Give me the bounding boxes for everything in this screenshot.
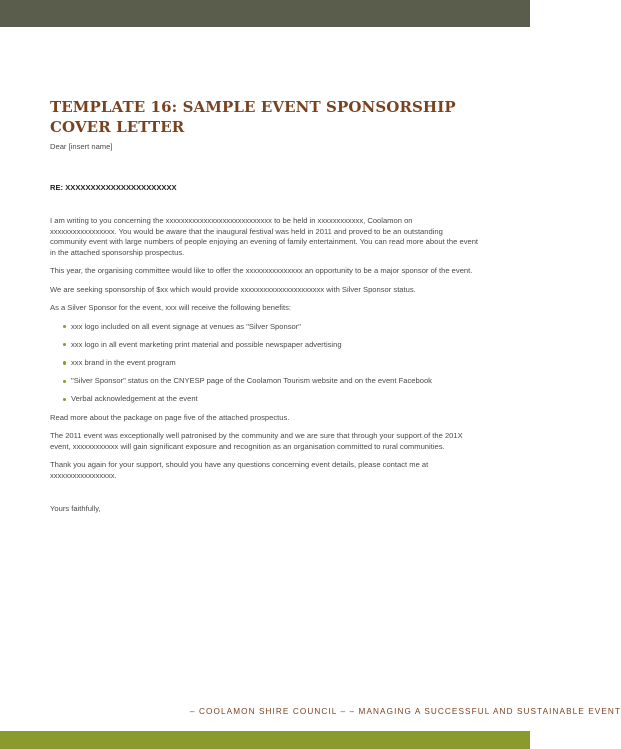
paragraph-offer: This year, the organising committee would like to offer the xxxxxxxxxxxxxxx an opportunity to be a major sponsor of the event. (50, 266, 473, 276)
list-item: Verbal acknowledgement at the event (50, 394, 480, 405)
header-band (0, 0, 530, 27)
benefits-list (50, 322, 480, 405)
paragraph-read-more: Read more about the package on page five of the attached prospectus. (50, 412, 290, 422)
paragraph-intro: I am writing to you concerning the xxxxxxxxxxxxxxxxxxxxxxxxxxxx to be held in xxxxxxxxxxxx, Coolamon on xxxxxxxxxxxxxxxxx. You would be aware that the inaugural festival was held in 2011 and proved to be an outstanding community event with large numbers of people enjoying an evening of family entertainment. You can read more about the event in the attached sponsorship prospectus. (50, 216, 479, 257)
paragraph-patronised: The 2011 event was exceptionally well patronised by the community and we are sure that through your support of the 201X event, xxxxxxxxxxxx will gain significant exposure and recognition as an organisation committed to rural communities. (50, 431, 463, 451)
paragraph-benefits-intro: As a Silver Sponsor for the event, xxx will receive the following benefits: (50, 303, 292, 313)
footer-band (0, 731, 530, 749)
list-item: "Silver Sponsor" status on the CNYESP page of the Coolamon Tourism website and on the event Facebook (50, 376, 480, 387)
list-item: xxx brand in the event program (50, 358, 480, 369)
paragraph-seeking: We are seeking sponsorship of $xx which would provide xxxxxxxxxxxxxxxxxxxxxx with Silver Sponsor status. (50, 284, 416, 294)
re-line: RE: XXXXXXXXXXXXXXXXXXXXXX (50, 182, 177, 192)
paragraph-thanks: Thank you again for your support, should you have any questions concerning event details, please contact me at xxxxxxxxxxxxxxxxx. (50, 460, 429, 480)
signoff: Yours faithfully, (50, 504, 101, 514)
page-title: TEMPLATE 16: SAMPLE EVENT SPONSORSHIP COVER LETTER (50, 98, 456, 136)
footer-text: – COOLAMON SHIRE COUNCIL – – MANAGING A SUCCESSFUL AND SUSTAINABLE EVENT (190, 707, 621, 716)
list-item: xxx logo in all event marketing print material and possible newspaper advertising (50, 340, 480, 351)
list-item: xxx logo included on all event signage at venues as "Silver Sponsor" (50, 322, 480, 333)
letter-body (50, 142, 480, 523)
greeting: Dear [insert name] (50, 142, 113, 151)
